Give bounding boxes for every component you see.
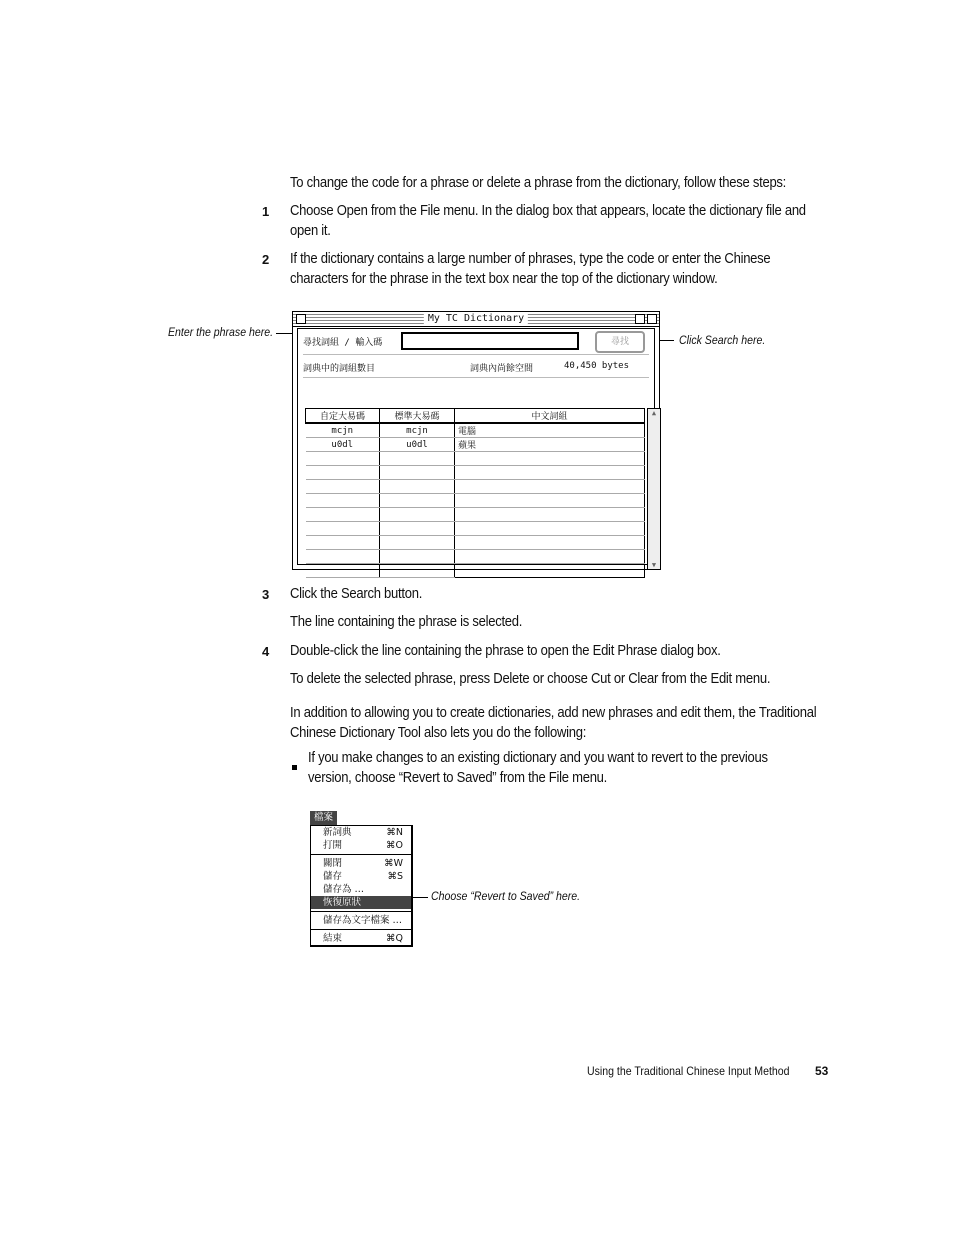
footer-chapter: Using the Traditional Chinese Input Method xyxy=(587,1064,790,1078)
menu-item-save-as-text[interactable] xyxy=(311,914,411,927)
page-number: 53 xyxy=(815,1064,829,1078)
step-number: 1 xyxy=(262,204,270,219)
step-number: 4 xyxy=(262,644,270,659)
table-row[interactable] xyxy=(306,452,645,466)
step-number: 3 xyxy=(262,587,270,602)
callout-line xyxy=(413,897,428,898)
table-row[interactable] xyxy=(306,480,645,494)
window-content xyxy=(297,328,657,569)
column-header[interactable]: 中文詞組 xyxy=(455,409,645,424)
menu-item-close[interactable] xyxy=(311,857,411,870)
standard-code: u0dl xyxy=(380,438,455,452)
table-row[interactable] xyxy=(306,494,645,508)
phrase: 蘋果 xyxy=(455,438,645,452)
menu-item-revert-to-saved[interactable] xyxy=(311,896,411,909)
space-label: 詞典內尚餘空間 xyxy=(470,364,534,374)
step-number: 2 xyxy=(262,252,270,267)
menu-item-save[interactable] xyxy=(311,870,411,883)
custom-code: u0dl xyxy=(306,438,380,452)
close-box-icon[interactable] xyxy=(296,314,306,324)
table-row[interactable] xyxy=(306,522,645,536)
caption-click-search: Click Search here. xyxy=(679,333,766,347)
phrase-count-label: 詞典中的詞組數目 xyxy=(303,364,376,374)
menu-item-label: 恢復原狀 xyxy=(323,897,362,908)
delete-note: To delete the selected phrase, press Delete or choose Cut or Clear from the Edit menu. xyxy=(290,671,771,687)
shortcut: ⌘W xyxy=(384,858,403,869)
shortcut: ⌘O xyxy=(386,840,403,851)
menu-item-quit[interactable] xyxy=(311,932,411,945)
step-text: If the dictionary contains a large number of phrases, type the code or enter the Chinese characters for the phrase in the text box near the top of the dictionary window. xyxy=(290,251,771,287)
menu-item-label: 儲存為文字檔案 … xyxy=(323,915,403,926)
menu-item-save-as[interactable] xyxy=(311,883,411,896)
dictionary-window xyxy=(292,311,660,570)
table-row[interactable] xyxy=(306,550,645,564)
menu-item-new[interactable] xyxy=(311,826,411,839)
step-text: Double-click the line containing the phrase to open the Edit Phrase dialog box. xyxy=(290,643,721,659)
menu-item-label: 新詞典 xyxy=(323,827,352,838)
column-header[interactable]: 標準大易碼 xyxy=(380,409,455,424)
menu-item-label: 打開 xyxy=(323,840,343,851)
caption-enter-phrase: Enter the phrase here. xyxy=(168,325,274,339)
table-row[interactable] xyxy=(306,423,645,438)
menu-separator xyxy=(311,911,411,912)
table-row[interactable] xyxy=(306,508,645,522)
search-button[interactable]: 尋找 xyxy=(595,331,645,353)
table-row[interactable] xyxy=(306,564,645,578)
column-header[interactable]: 自定大易碼 xyxy=(306,409,380,424)
menu-dropdown xyxy=(310,825,413,947)
title-bar[interactable] xyxy=(293,312,659,327)
search-input[interactable] xyxy=(401,332,579,350)
bullet-icon xyxy=(292,765,297,770)
shortcut: ⌘S xyxy=(387,871,403,882)
menu-item-label: 結束 xyxy=(323,933,343,944)
scroll-down-arrow-icon[interactable]: ▼ xyxy=(651,561,657,569)
table-row[interactable] xyxy=(306,438,645,452)
table-row[interactable] xyxy=(306,466,645,480)
standard-code: mcjn xyxy=(380,423,455,438)
table-row[interactable] xyxy=(306,536,645,550)
vertical-scrollbar[interactable] xyxy=(647,408,661,570)
menu-item-label: 儲存為 … xyxy=(323,884,365,895)
caption-revert: Choose “Revert to Saved” here. xyxy=(431,889,581,903)
addition-text: In addition to allowing you to create dictionaries, add new phrases and edit them, the Traditional Chinese Dictionary Tool also lets you do the following: xyxy=(290,705,817,741)
menu-title[interactable]: 檔案 xyxy=(310,811,337,825)
phrase: 電腦 xyxy=(455,423,645,438)
step-text: Click the Search button. xyxy=(290,586,423,602)
menu-item-label: 儲存 xyxy=(323,871,343,882)
phrase-table xyxy=(305,408,645,578)
custom-code: mcjn xyxy=(306,423,380,438)
divider xyxy=(303,354,649,355)
shortcut: ⌘Q xyxy=(386,933,403,944)
menu-item-open[interactable] xyxy=(311,839,411,852)
collapse-box-icon[interactable] xyxy=(647,314,657,324)
window-title: My TC Dictionary xyxy=(424,313,528,324)
bullet-text: If you make changes to an existing dictionary and you want to revert to the previous version, choose “Revert to Saved” from the File menu. xyxy=(308,750,768,786)
file-menu xyxy=(310,811,413,947)
divider xyxy=(303,377,649,378)
scroll-up-arrow-icon[interactable]: ▲ xyxy=(651,409,657,417)
menu-separator xyxy=(311,854,411,855)
search-label: 尋找詞組 / 輸入碼 xyxy=(303,338,383,348)
result-text: The line containing the phrase is selected. xyxy=(290,614,523,630)
shortcut: ⌘N xyxy=(386,827,403,838)
zoom-box-icon[interactable] xyxy=(635,314,645,324)
intro-text: To change the code for a phrase or delete a phrase from the dictionary, follow these steps: xyxy=(290,175,787,191)
menu-item-label: 關閉 xyxy=(323,858,343,869)
space-value: 40,450 bytes xyxy=(564,361,630,371)
step-text: Choose Open from the File menu. In the dialog box that appears, locate the dictionary file and open it. xyxy=(290,203,806,239)
menu-separator xyxy=(311,929,411,930)
